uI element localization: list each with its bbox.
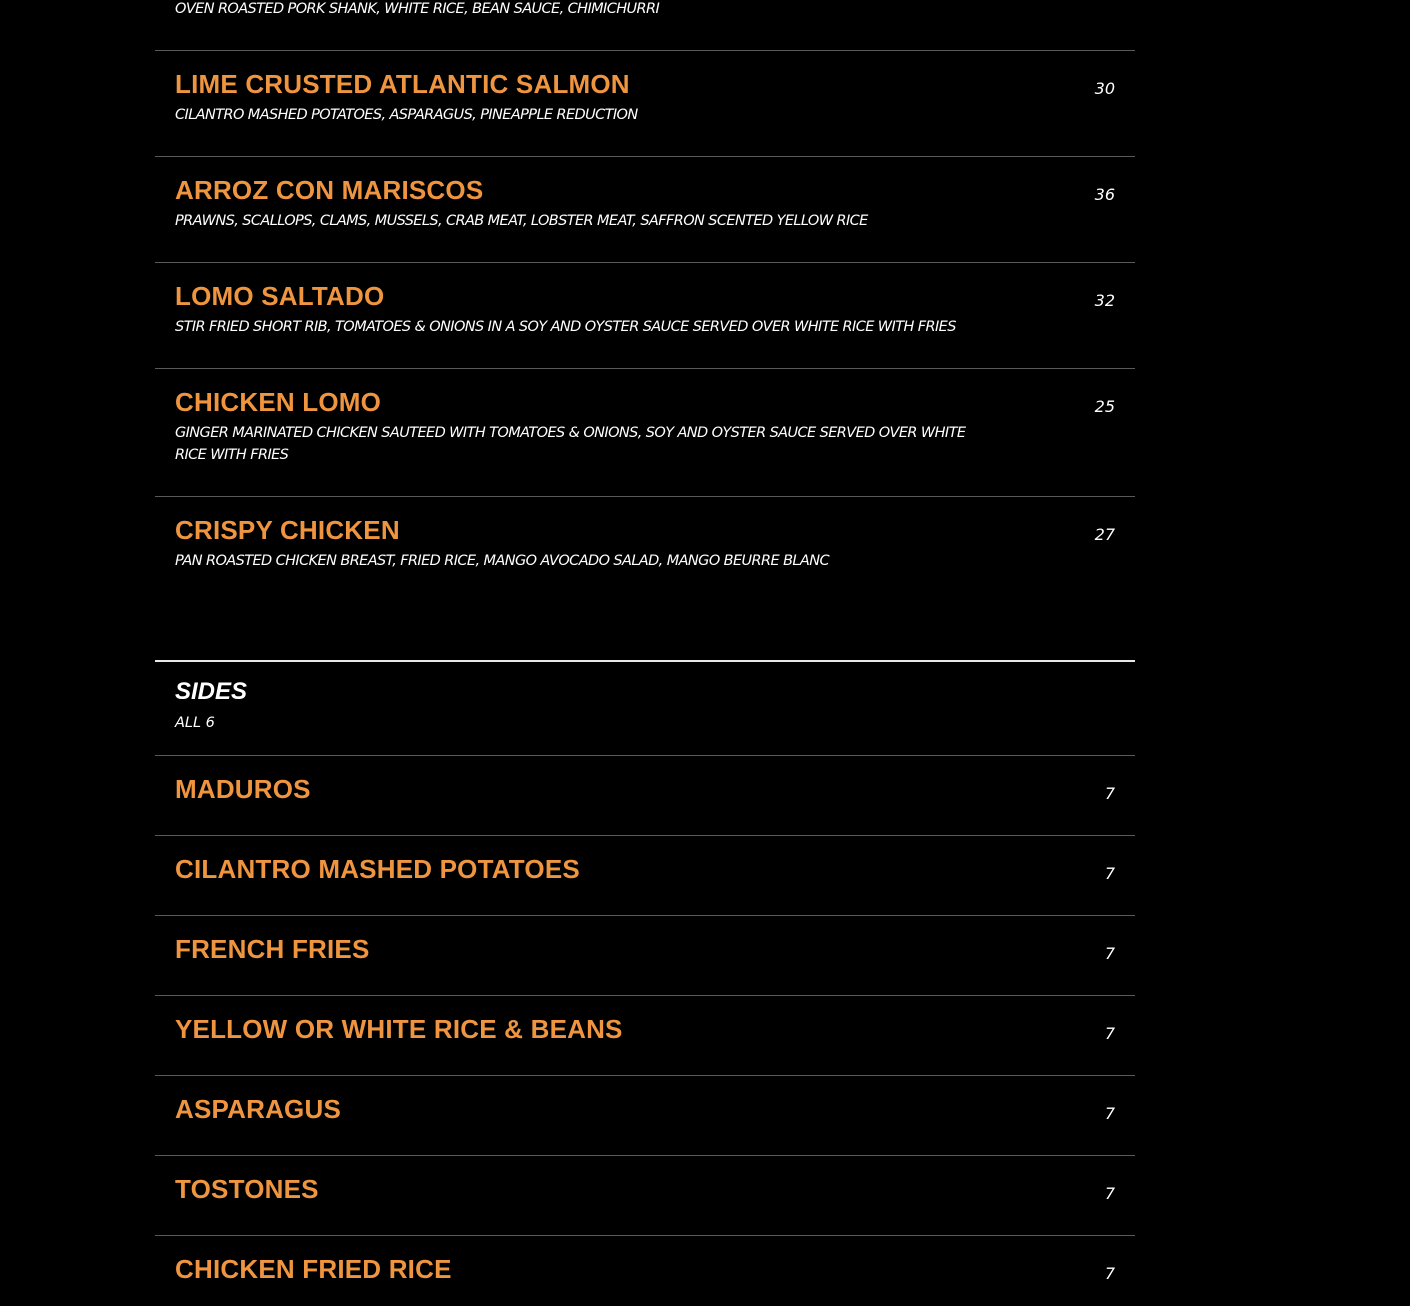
menu-item-name: CHICKEN LOMO	[175, 387, 382, 417]
menu-item-description: OVEN ROASTED PORK SHANK, WHITE RICE, BEAN SAUCE, CHIMICHURRI	[175, 1, 660, 17]
side-item-name: CHICKEN FRIED RICE	[175, 1254, 452, 1284]
menu-item-partial	[155, 0, 1135, 51]
menu-item-description: STIR FRIED SHORT RIB, TOMATOES & ONIONS IN A SOY AND OYSTER SAUCE SERVED OVER WHITE RICE WITH FRIES	[175, 319, 956, 335]
side-item-name: CILANTRO MASHED POTATOES	[175, 854, 580, 884]
menu-item-description: PRAWNS, SCALLOPS, CLAMS, MUSSELS, CRAB MEAT, LOBSTER MEAT, SAFFRON SCENTED YELLOW RICE	[175, 213, 868, 229]
menu-item-name: LIME CRUSTED ATLANTIC SALMON	[175, 69, 630, 99]
side-item	[155, 996, 1135, 1076]
side-item	[155, 756, 1135, 836]
menu-item	[155, 263, 1135, 369]
menu-item-price: 30	[1094, 79, 1115, 98]
side-item	[155, 1156, 1135, 1236]
menu-item-description: GINGER MARINATED CHICKEN SAUTEED WITH TOMATOES & ONIONS, SOY AND OYSTER SAUCE SERVED OVER WHITE RICE WITH FRIES	[175, 425, 966, 463]
side-item	[155, 1236, 1135, 1306]
menu-item-name: ARROZ CON MARISCOS	[175, 175, 484, 205]
menu-item-price: 32	[1094, 291, 1115, 310]
menu-item	[155, 157, 1135, 263]
side-item-price: 7	[1104, 784, 1115, 803]
side-item-name: TOSTONES	[175, 1174, 319, 1204]
side-item-price: 7	[1104, 1264, 1115, 1283]
side-item	[155, 836, 1135, 916]
side-item	[155, 1076, 1135, 1156]
section-subtitle: ALL 6	[175, 715, 215, 731]
side-item-price: 7	[1104, 864, 1115, 883]
side-item-name: ASPARAGUS	[175, 1094, 342, 1124]
side-item-price: 7	[1104, 944, 1115, 963]
menu-item-description: CILANTRO MASHED POTATOES, ASPARAGUS, PINEAPPLE REDUCTION	[175, 107, 638, 123]
side-item	[155, 916, 1135, 996]
menu-item-price: 27	[1094, 525, 1115, 544]
side-item-name: FRENCH FRIES	[175, 934, 370, 964]
menu-item	[155, 497, 1135, 603]
menu-item-price: 25	[1094, 397, 1115, 416]
side-item-price: 7	[1104, 1184, 1115, 1203]
menu-item	[155, 51, 1135, 157]
menu-item-description: PAN ROASTED CHICKEN BREAST, FRIED RICE, MANGO AVOCADO SALAD, MANGO BEURRE BLANC	[175, 553, 829, 569]
side-item-price: 7	[1104, 1104, 1115, 1123]
side-item-name: MADUROS	[175, 774, 311, 804]
menu-item-name: CRISPY CHICKEN	[175, 515, 400, 545]
side-item-name: YELLOW OR WHITE RICE & BEANS	[175, 1014, 623, 1044]
menu-item	[155, 369, 1135, 497]
menu-item-price: 36	[1094, 185, 1115, 204]
side-item-price: 7	[1104, 1024, 1115, 1043]
sides-section-header	[155, 660, 1135, 756]
menu-item-name: LOMO SALTADO	[175, 281, 385, 311]
section-title: SIDES	[175, 678, 248, 705]
